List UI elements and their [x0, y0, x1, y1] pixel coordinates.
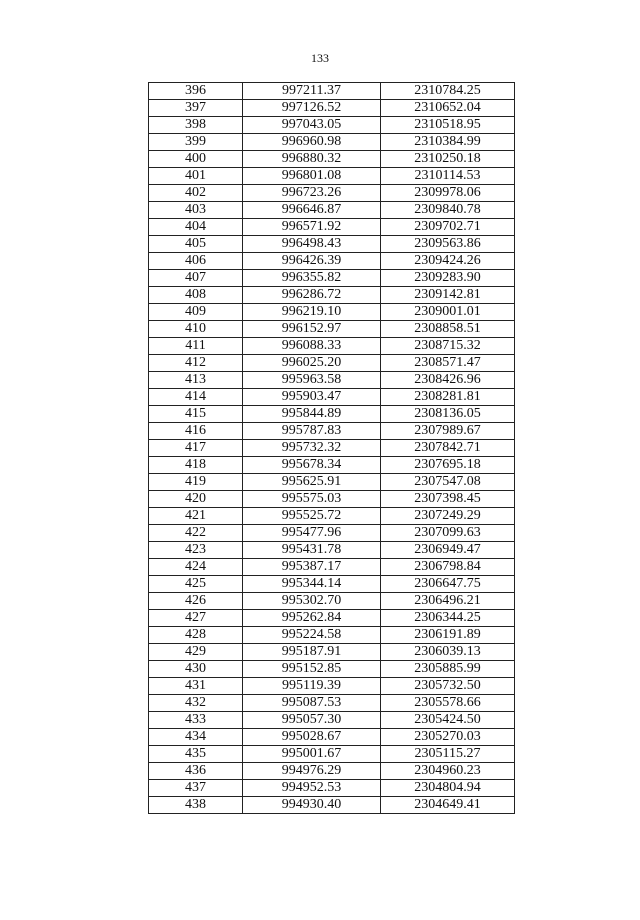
y-coordinate-cell: 2305578.66 — [381, 695, 515, 712]
point-number-cell: 435 — [149, 746, 243, 763]
x-coordinate-cell: 995678.34 — [243, 457, 381, 474]
y-coordinate-cell: 2305732.50 — [381, 678, 515, 695]
x-coordinate-cell: 997126.52 — [243, 100, 381, 117]
x-coordinate-cell: 996498.43 — [243, 236, 381, 253]
table-row — [149, 610, 515, 627]
table-row — [149, 797, 515, 814]
x-coordinate-cell: 995187.91 — [243, 644, 381, 661]
y-coordinate-cell: 2308571.47 — [381, 355, 515, 372]
y-coordinate-cell: 2307842.71 — [381, 440, 515, 457]
point-number-cell: 417 — [149, 440, 243, 457]
point-number-cell: 428 — [149, 627, 243, 644]
table-row — [149, 100, 515, 117]
y-coordinate-cell: 2304960.23 — [381, 763, 515, 780]
point-number-cell: 434 — [149, 729, 243, 746]
point-number-cell: 411 — [149, 338, 243, 355]
x-coordinate-cell: 996025.20 — [243, 355, 381, 372]
table-row — [149, 525, 515, 542]
table-row — [149, 117, 515, 134]
x-coordinate-cell: 995477.96 — [243, 525, 381, 542]
x-coordinate-cell: 995525.72 — [243, 508, 381, 525]
point-number-cell: 437 — [149, 780, 243, 797]
y-coordinate-cell: 2307989.67 — [381, 423, 515, 440]
y-coordinate-cell: 2308136.05 — [381, 406, 515, 423]
table-row — [149, 168, 515, 185]
y-coordinate-cell: 2305885.99 — [381, 661, 515, 678]
x-coordinate-cell: 995001.67 — [243, 746, 381, 763]
table-row — [149, 457, 515, 474]
point-number-cell: 396 — [149, 83, 243, 100]
x-coordinate-cell: 994952.53 — [243, 780, 381, 797]
point-number-cell: 400 — [149, 151, 243, 168]
x-coordinate-cell: 996088.33 — [243, 338, 381, 355]
x-coordinate-cell: 995028.67 — [243, 729, 381, 746]
y-coordinate-cell: 2304804.94 — [381, 780, 515, 797]
table-row — [149, 474, 515, 491]
y-coordinate-cell: 2307695.18 — [381, 457, 515, 474]
point-number-cell: 419 — [149, 474, 243, 491]
point-number-cell: 420 — [149, 491, 243, 508]
y-coordinate-cell: 2307398.45 — [381, 491, 515, 508]
y-coordinate-cell: 2306496.21 — [381, 593, 515, 610]
point-number-cell: 407 — [149, 270, 243, 287]
table-row — [149, 678, 515, 695]
table-row — [149, 780, 515, 797]
table-row — [149, 763, 515, 780]
y-coordinate-cell: 2307547.08 — [381, 474, 515, 491]
x-coordinate-cell: 996880.32 — [243, 151, 381, 168]
y-coordinate-cell: 2309702.71 — [381, 219, 515, 236]
table-row — [149, 576, 515, 593]
y-coordinate-cell: 2309424.26 — [381, 253, 515, 270]
x-coordinate-cell: 995732.32 — [243, 440, 381, 457]
table-row — [149, 695, 515, 712]
x-coordinate-cell: 995057.30 — [243, 712, 381, 729]
table-row — [149, 508, 515, 525]
x-coordinate-cell: 995844.89 — [243, 406, 381, 423]
table-row — [149, 219, 515, 236]
table-row — [149, 593, 515, 610]
y-coordinate-cell: 2306949.47 — [381, 542, 515, 559]
x-coordinate-cell: 995262.84 — [243, 610, 381, 627]
point-number-cell: 424 — [149, 559, 243, 576]
point-number-cell: 401 — [149, 168, 243, 185]
y-coordinate-cell: 2307249.29 — [381, 508, 515, 525]
table-row — [149, 151, 515, 168]
point-number-cell: 413 — [149, 372, 243, 389]
x-coordinate-cell: 996723.26 — [243, 185, 381, 202]
table-row — [149, 559, 515, 576]
y-coordinate-cell: 2304649.41 — [381, 797, 515, 814]
table-row — [149, 134, 515, 151]
point-number-cell: 438 — [149, 797, 243, 814]
point-number-cell: 409 — [149, 304, 243, 321]
table-body — [149, 83, 515, 814]
y-coordinate-cell: 2306344.25 — [381, 610, 515, 627]
table-row — [149, 729, 515, 746]
point-number-cell: 414 — [149, 389, 243, 406]
point-number-cell: 431 — [149, 678, 243, 695]
point-number-cell: 418 — [149, 457, 243, 474]
point-number-cell: 415 — [149, 406, 243, 423]
table-row — [149, 321, 515, 338]
point-number-cell: 406 — [149, 253, 243, 270]
y-coordinate-cell: 2310652.04 — [381, 100, 515, 117]
y-coordinate-cell: 2306039.13 — [381, 644, 515, 661]
x-coordinate-cell: 997043.05 — [243, 117, 381, 134]
y-coordinate-cell: 2309283.90 — [381, 270, 515, 287]
table-row — [149, 423, 515, 440]
x-coordinate-cell: 995152.85 — [243, 661, 381, 678]
point-number-cell: 425 — [149, 576, 243, 593]
point-number-cell: 402 — [149, 185, 243, 202]
table-row — [149, 661, 515, 678]
table-row — [149, 542, 515, 559]
table-row — [149, 338, 515, 355]
x-coordinate-cell: 995224.58 — [243, 627, 381, 644]
x-coordinate-cell: 995344.14 — [243, 576, 381, 593]
point-number-cell: 427 — [149, 610, 243, 627]
table-row — [149, 270, 515, 287]
table-row — [149, 253, 515, 270]
y-coordinate-cell: 2308715.32 — [381, 338, 515, 355]
point-number-cell: 405 — [149, 236, 243, 253]
y-coordinate-cell: 2309563.86 — [381, 236, 515, 253]
point-number-cell: 426 — [149, 593, 243, 610]
table-row — [149, 236, 515, 253]
point-number-cell: 430 — [149, 661, 243, 678]
table-row — [149, 202, 515, 219]
coordinates-table — [148, 82, 515, 814]
point-number-cell: 408 — [149, 287, 243, 304]
x-coordinate-cell: 997211.37 — [243, 83, 381, 100]
y-coordinate-cell: 2308426.96 — [381, 372, 515, 389]
x-coordinate-cell: 995087.53 — [243, 695, 381, 712]
x-coordinate-cell: 996646.87 — [243, 202, 381, 219]
point-number-cell: 436 — [149, 763, 243, 780]
x-coordinate-cell: 996571.92 — [243, 219, 381, 236]
y-coordinate-cell: 2306191.89 — [381, 627, 515, 644]
table-row — [149, 355, 515, 372]
table-row — [149, 83, 515, 100]
y-coordinate-cell: 2305115.27 — [381, 746, 515, 763]
y-coordinate-cell: 2310518.95 — [381, 117, 515, 134]
x-coordinate-cell: 995963.58 — [243, 372, 381, 389]
y-coordinate-cell: 2308281.81 — [381, 389, 515, 406]
x-coordinate-cell: 995302.70 — [243, 593, 381, 610]
x-coordinate-cell: 995575.03 — [243, 491, 381, 508]
y-coordinate-cell: 2310250.18 — [381, 151, 515, 168]
table-row — [149, 406, 515, 423]
point-number-cell: 423 — [149, 542, 243, 559]
y-coordinate-cell: 2307099.63 — [381, 525, 515, 542]
y-coordinate-cell: 2310114.53 — [381, 168, 515, 185]
x-coordinate-cell: 995119.39 — [243, 678, 381, 695]
table-row — [149, 372, 515, 389]
x-coordinate-cell: 996355.82 — [243, 270, 381, 287]
point-number-cell: 433 — [149, 712, 243, 729]
x-coordinate-cell: 996286.72 — [243, 287, 381, 304]
y-coordinate-cell: 2306647.75 — [381, 576, 515, 593]
y-coordinate-cell: 2308858.51 — [381, 321, 515, 338]
table-row — [149, 389, 515, 406]
table-row — [149, 304, 515, 321]
x-coordinate-cell: 994976.29 — [243, 763, 381, 780]
table-row — [149, 440, 515, 457]
table-row — [149, 746, 515, 763]
y-coordinate-cell: 2306798.84 — [381, 559, 515, 576]
page-number: 133 — [311, 51, 329, 65]
point-number-cell: 399 — [149, 134, 243, 151]
x-coordinate-cell: 996801.08 — [243, 168, 381, 185]
point-number-cell: 422 — [149, 525, 243, 542]
table-row — [149, 185, 515, 202]
y-coordinate-cell: 2305424.50 — [381, 712, 515, 729]
point-number-cell: 421 — [149, 508, 243, 525]
point-number-cell: 412 — [149, 355, 243, 372]
y-coordinate-cell: 2309142.81 — [381, 287, 515, 304]
x-coordinate-cell: 996219.10 — [243, 304, 381, 321]
point-number-cell: 410 — [149, 321, 243, 338]
point-number-cell: 397 — [149, 100, 243, 117]
point-number-cell: 404 — [149, 219, 243, 236]
y-coordinate-cell: 2309978.06 — [381, 185, 515, 202]
y-coordinate-cell: 2305270.03 — [381, 729, 515, 746]
x-coordinate-cell: 994930.40 — [243, 797, 381, 814]
y-coordinate-cell: 2310784.25 — [381, 83, 515, 100]
point-number-cell: 432 — [149, 695, 243, 712]
x-coordinate-cell: 995903.47 — [243, 389, 381, 406]
y-coordinate-cell: 2310384.99 — [381, 134, 515, 151]
x-coordinate-cell: 996152.97 — [243, 321, 381, 338]
y-coordinate-cell: 2309840.78 — [381, 202, 515, 219]
y-coordinate-cell: 2309001.01 — [381, 304, 515, 321]
table-row — [149, 627, 515, 644]
x-coordinate-cell: 995387.17 — [243, 559, 381, 576]
point-number-cell: 416 — [149, 423, 243, 440]
point-number-cell: 398 — [149, 117, 243, 134]
x-coordinate-cell: 995625.91 — [243, 474, 381, 491]
x-coordinate-cell: 995787.83 — [243, 423, 381, 440]
table-row — [149, 287, 515, 304]
x-coordinate-cell: 995431.78 — [243, 542, 381, 559]
point-number-cell: 429 — [149, 644, 243, 661]
x-coordinate-cell: 996426.39 — [243, 253, 381, 270]
table-row — [149, 712, 515, 729]
table-row — [149, 491, 515, 508]
table-row — [149, 644, 515, 661]
point-number-cell: 403 — [149, 202, 243, 219]
x-coordinate-cell: 996960.98 — [243, 134, 381, 151]
